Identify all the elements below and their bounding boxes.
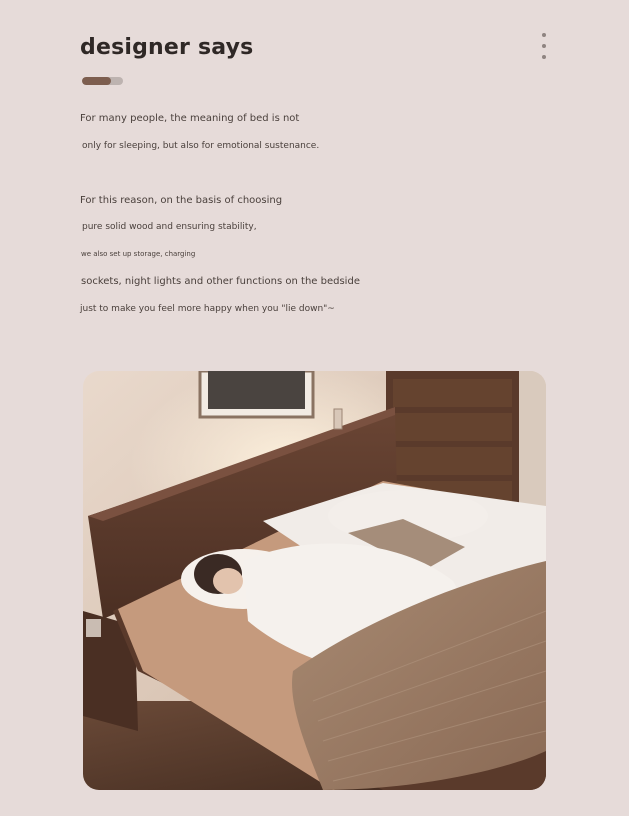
page-title: designer says [80,35,254,60]
description-line: only for sleeping, but also for emotional sustenance. [82,141,320,151]
progress-indicator [82,77,123,85]
description-line: we also set up storage, charging [81,250,196,258]
progress-fill [82,77,111,85]
description-line: just to make you feel more happy when you "lie down"~ [80,304,335,314]
more-dot [542,55,546,59]
description-line: sockets, night lights and other functions on the bedside [81,276,360,287]
more-options-icon[interactable] [538,33,550,59]
more-dot [542,44,546,48]
product-photo [83,371,546,790]
description-line: pure solid wood and ensuring stability, [82,222,257,232]
description-line: For this reason, on the basis of choosing [80,195,283,206]
description-line: For many people, the meaning of bed is not [80,113,300,124]
more-dot [542,33,546,37]
